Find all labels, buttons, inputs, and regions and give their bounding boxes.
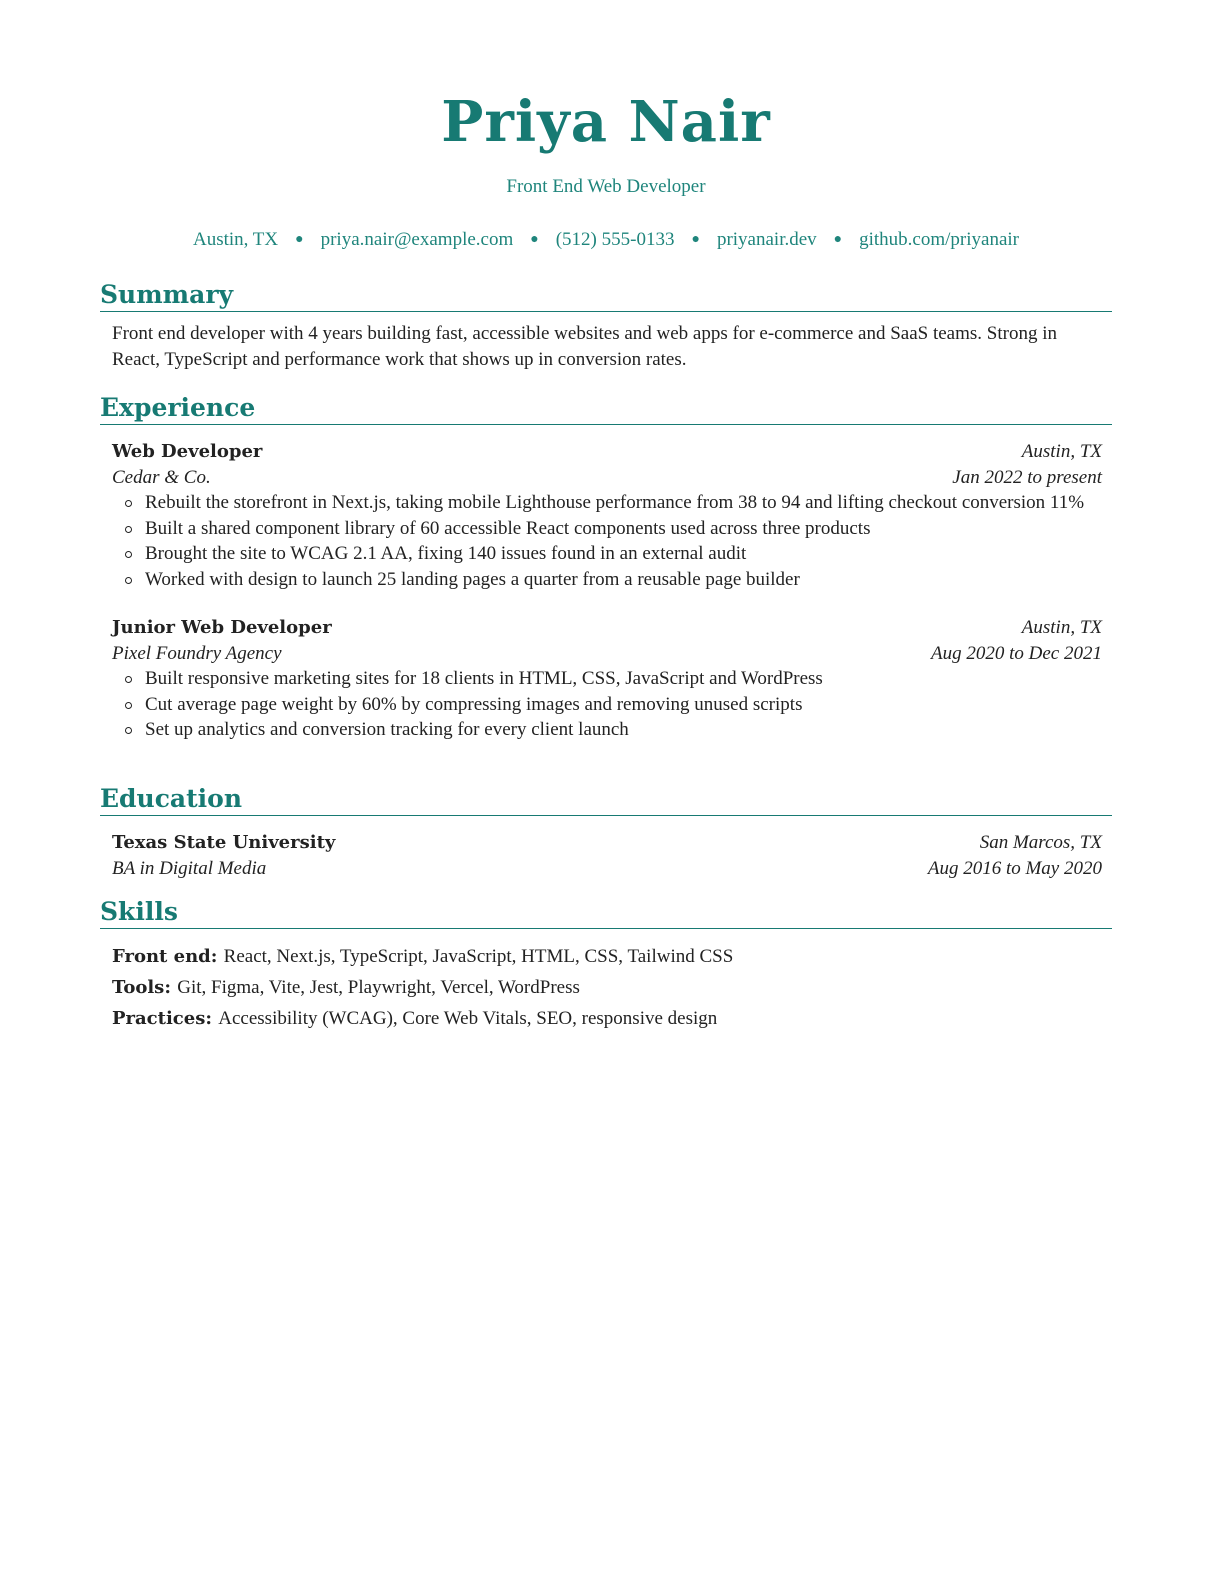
circle-bullet-icon (125, 727, 132, 734)
job-dates: Aug 2020 to Dec 2021 (931, 642, 1102, 664)
skills-row (112, 1003, 1112, 1034)
candidate-name: Priya Nair (441, 89, 771, 155)
contact-location: Austin, TX (192, 229, 279, 250)
list-item: Built a shared component library of 60 accessible React components used across three products (145, 516, 1102, 542)
job-location: Austin, TX (1021, 617, 1102, 638)
bullet-separator-icon: ● (691, 232, 700, 247)
circle-bullet-icon (125, 702, 132, 709)
list-item: Worked with design to launch 25 landing pages a quarter from a reusable page builder (145, 567, 1102, 593)
list-item: Built responsive marketing sites for 18 clients in HTML, CSS, JavaScript and WordPress (145, 666, 1102, 692)
experience-section (100, 392, 1112, 743)
bullet-separator-icon: ● (530, 232, 539, 247)
job-bullet-list (112, 490, 1102, 592)
skills-label: Front end: (112, 946, 224, 967)
list-item: Set up analytics and conversion tracking for every client launch (145, 717, 1102, 743)
job-company: Pixel Foundry Agency (112, 642, 282, 664)
contact-line (100, 228, 1112, 252)
skills-row (112, 941, 1112, 972)
circle-bullet-icon (125, 551, 132, 558)
job-dates: Jan 2022 to present (952, 466, 1102, 488)
list-item: Cut average page weight by 60% by compressing images and removing unused scripts (145, 692, 1102, 718)
education-section (100, 783, 1112, 881)
education-header-row (112, 830, 1102, 856)
job-company: Cedar & Co. (112, 466, 211, 488)
contact-website-link[interactable]: priyanair.dev (716, 229, 817, 250)
summary-section (100, 279, 1112, 372)
section-heading-experience: Experience (100, 392, 1112, 425)
skills-section (100, 896, 1112, 1034)
job-header-row (112, 615, 1102, 641)
job-entry (112, 439, 1102, 592)
list-item: Brought the site to WCAG 2.1 AA, fixing 140 issues found in an external audit (145, 541, 1102, 567)
circle-bullet-icon (125, 676, 132, 683)
job-role: Web Developer (112, 441, 263, 462)
bullet-separator-icon: ● (295, 232, 304, 247)
skills-value: Git, Figma, Vite, Jest, Playwright, Vercel, WordPress (177, 977, 580, 998)
section-heading-education: Education (100, 783, 1112, 816)
circle-bullet-icon (125, 526, 132, 533)
job-header-row (112, 439, 1102, 465)
school-name: Texas State University (112, 832, 336, 853)
skills-row (112, 972, 1112, 1003)
circle-bullet-icon (125, 577, 132, 584)
education-entry (112, 830, 1102, 881)
education-subheader-row (112, 856, 1102, 882)
skills-label: Practices: (112, 1008, 219, 1029)
contact-phone[interactable]: (512) 555-0133 (555, 229, 675, 250)
job-subheader-row (112, 641, 1102, 667)
job-title: Front End Web Developer (506, 176, 706, 197)
contact-email-link[interactable]: priya.nair@example.com (320, 229, 514, 250)
school-location: San Marcos, TX (979, 832, 1102, 853)
education-dates: Aug 2016 to May 2020 (927, 857, 1102, 879)
job-entry (112, 615, 1102, 743)
skills-value: Accessibility (WCAG), Core Web Vitals, SEO, responsive design (218, 1008, 718, 1029)
skills-list (100, 941, 1112, 1034)
section-heading-skills: Skills (100, 896, 1112, 929)
job-subheader-row (112, 465, 1102, 491)
job-role: Junior Web Developer (112, 617, 332, 638)
contact-github-link[interactable]: github.com/priyanair (859, 229, 1020, 250)
skills-value: React, Next.js, TypeScript, JavaScript, HTML, CSS, Tailwind CSS (223, 946, 734, 967)
bullet-separator-icon: ● (833, 232, 843, 247)
degree: BA in Digital Media (112, 857, 267, 879)
skills-label: Tools: (112, 977, 178, 998)
circle-bullet-icon (125, 500, 132, 507)
job-bullet-list (112, 666, 1102, 743)
list-item: Rebuilt the storefront in Next.js, taking mobile Lighthouse performance from 38 to 94 and lifting checkout conversion 11% (145, 490, 1102, 516)
summary-text: Front end developer with 4 years building fast, accessible websites and web apps for e-commerce and SaaS teams. Strong in React, TypeScript and performance work that shows up in conversion rates. (112, 323, 1057, 370)
job-location: Austin, TX (1021, 441, 1102, 462)
section-heading-summary: Summary (100, 279, 1112, 312)
